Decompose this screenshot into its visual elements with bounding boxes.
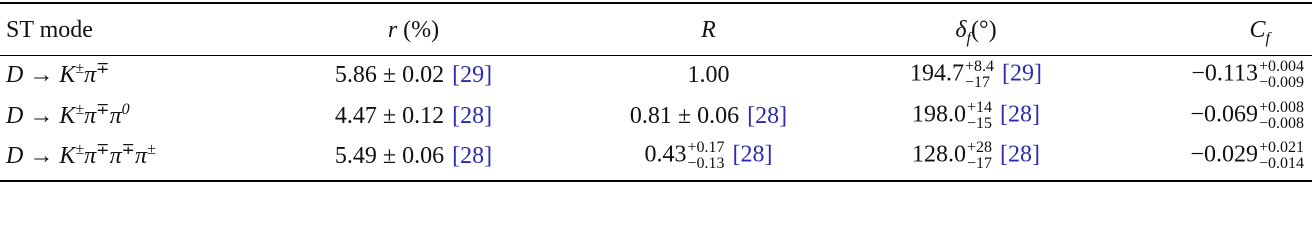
header-delta (841, 6, 1111, 54)
mode-cell (0, 136, 251, 176)
mode-cell (0, 54, 251, 96)
table-row (0, 136, 1312, 176)
r-value: 4.47 ± 0.12 (334, 102, 445, 129)
C-up: +0.004 (1258, 58, 1304, 75)
r-reference-link[interactable]: [29] (452, 61, 493, 88)
C-cell (1111, 136, 1312, 176)
R-cell (576, 96, 841, 136)
r-reference-link[interactable]: [28] (452, 102, 493, 129)
C-up: +0.021 (1258, 139, 1304, 156)
header-delta-subscript: f (966, 29, 971, 47)
R-cell (576, 136, 841, 176)
table-row (0, 96, 1312, 136)
header-r-symbol: r (387, 16, 398, 43)
mode-D: D (6, 61, 24, 88)
header-row (0, 6, 1312, 54)
C-cell (1111, 54, 1312, 96)
r-cell (251, 54, 576, 96)
mode-D: D (6, 142, 24, 169)
mode-arrow: → (29, 102, 54, 129)
R-value: 0.81 ± 0.06 (629, 102, 740, 129)
delta-up: +28 (966, 139, 993, 156)
C-uncertainty (1259, 140, 1304, 172)
C-uncertainty (1259, 100, 1304, 132)
delta-cell (841, 96, 1111, 136)
delta-reference-link[interactable]: [28] (1000, 141, 1040, 168)
header-R (576, 6, 841, 54)
R-value: 1.00 (687, 61, 730, 88)
R-down: −0.13 (687, 155, 725, 172)
header-r (251, 6, 576, 54)
parameters-table (0, 6, 1312, 176)
R-uncertainty (687, 140, 724, 172)
header-C-symbol: C (1249, 16, 1266, 43)
delta-cell (841, 136, 1111, 176)
delta-down: −15 (966, 115, 993, 132)
C-base: −0.029 (1190, 141, 1258, 168)
R-reference-link[interactable]: [28] (732, 141, 773, 168)
C-down: −0.009 (1258, 74, 1304, 91)
r-value: 5.49 ± 0.06 (334, 142, 445, 169)
header-st-mode-label: ST mode (6, 16, 93, 43)
top-rule (0, 2, 1312, 4)
mode-products: $K^\pm\pi^\mp\pi^0$ (59, 100, 130, 129)
mode-arrow: → (29, 61, 54, 88)
r-cell (251, 96, 576, 136)
C-cell (1111, 96, 1312, 136)
r-cell (251, 136, 576, 176)
R-up: +0.17 (687, 139, 725, 156)
mode-D: D (6, 102, 24, 129)
delta-base: 128.0 (911, 141, 966, 168)
delta-uncertainty (965, 59, 994, 91)
R-cell (576, 54, 841, 96)
C-down: −0.008 (1258, 115, 1304, 132)
mode-cell (0, 96, 251, 136)
C-uncertainty (1259, 59, 1304, 91)
header-C-subscript: f (1265, 29, 1270, 47)
header-delta-unit: (°) (971, 16, 997, 43)
delta-down: −17 (966, 155, 993, 172)
delta-reference-link[interactable]: [28] (1000, 101, 1040, 128)
header-st-mode (0, 6, 251, 54)
delta-up: +8.4 (964, 58, 995, 75)
header-R-symbol: R (701, 16, 716, 43)
table-row (0, 54, 1312, 96)
header-C (1111, 6, 1312, 54)
delta-uncertainty (967, 140, 992, 172)
mode-products: K±π∓ (59, 59, 110, 88)
bottom-rule (0, 180, 1312, 182)
C-base: −0.069 (1190, 101, 1258, 128)
r-value: 5.86 ± 0.02 (334, 61, 445, 88)
delta-reference-link[interactable]: [29] (1002, 60, 1042, 87)
R-reference-link[interactable]: [28] (747, 102, 788, 129)
delta-cell (841, 54, 1111, 96)
mode-products: K±π∓π∓π± (59, 140, 156, 169)
C-base: −0.113 (1191, 60, 1258, 87)
delta-up: +14 (966, 99, 993, 116)
delta-base: 198.0 (911, 101, 966, 128)
header-delta-symbol: δ (955, 16, 967, 43)
C-up: +0.008 (1258, 99, 1304, 116)
C-down: −0.014 (1258, 155, 1304, 172)
header-r-unit: (%) (403, 16, 440, 43)
delta-uncertainty (967, 100, 992, 132)
R-base: 0.43 (644, 141, 687, 168)
mode-arrow: → (29, 142, 54, 169)
r-reference-link[interactable]: [28] (452, 142, 493, 169)
delta-down: −17 (964, 74, 991, 91)
delta-base: 194.7 (909, 60, 964, 87)
